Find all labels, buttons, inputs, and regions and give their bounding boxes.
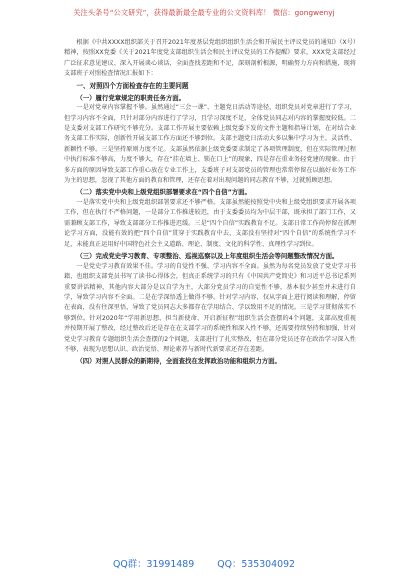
section-heading-1: 一、对照四个方面检查存在的主要问题: [76, 81, 189, 90]
subsection-heading-2: （二）落实党中央和上级党组织部署要求在“四个自信”方面。: [76, 188, 251, 197]
paragraph-1: 一是对党章内容掌握不够。虽然通过“三会一课”、主题党日活动等途径，组织党员对党章进行了学习，但学习内容不全面，只针对部分内容进行了学习，且学习深度不足，全体党员同志对内容的掌握度较低。二是支委对支部工作研究不够充分。支部工作开展主要依赖上级党委下发的文件主题和指导计划，在对结合业务支部工作实际，创新性开展支部工作方面还不够到位。支部主题党日活动大多以集中学习为主，灵活性、新颖性不够。三是坚持原则力度不足。支部虽然依据上级党委要求制定了各项管理制度，但在实际管理过程中执行标准不够高，力度不够大，存在“挂在墙上、锁在口上”的现象，四是存在重业务轻党建的现象。由于多方面的原因导致支部工作重心放在专业工作上，支委班子对支部党员的管理也常常停留在以搞好业务工作为主的思想，忽视了其他方面的教育和管理，还存在着对出现问题的同志教育不够，过就照顾思想。: [64, 104, 356, 185]
document-body: [64, 38, 356, 367]
promo-header: 关注头条号“公文研究”，获得最新最全最专业的公文资料库！ 微信：gongwenyj: [73, 8, 335, 17]
intro-paragraph: 根据《中共XXXX组织部关于召开2021年度基层党组织组织生活会和开展民主评议党员的通知》（X号）精神，按照XX党委《关于2021年度党支部组织生活会和民主评议党员的工作提醒》要求，XXX党支部经过广泛征求意见建议、深入开展谈心谈话，全面查找差距和不足，深刻剖析根源，明确努力方向和措施，现将支部班子对照检查情况汇报如下：: [64, 39, 356, 78]
paragraph-2: 一是落实党中央和上级党组织部署要求还不够严格。支部虽然能按照党中央和上级党组织要求开展各项工作，但在执行不严格问题，一是部分工作推进较迟，由于支委委员均为中层干部，既承担了部门工作，又需兼顾支部工作，导致支部部分工作推进迟缓。三是“四个自信”实践教育不足。支部日常工作尚停留在抓理论学习方面，没能有效的把“四个自信”贯穿于实践教育中去，支部没有坚持对“四个自信”的系统性学习不足，未能真正运用好中国特色社会主义道路、理论、制度、文化的科学性、真理性学习到位。: [64, 199, 356, 248]
contact-footer: [0, 556, 408, 570]
subsection-heading-3: （三）完成党史学习教育、专项整治、巡视巡察以及上年度组织生活会等问题整改情况方面。: [76, 252, 339, 261]
qq-text: QQ：535304092: [217, 559, 296, 570]
subsection-heading-4: （四）对照人民群众的新期待，全面查找在发挥政治功能和组织力方面。: [76, 357, 281, 366]
qq-group-text: QQ群：31991489: [112, 559, 195, 570]
paragraph-3: 一是党史学习教育效果不佳。学习的自觉性不强、学习内容不全面。虽然为每名党员发放了党史学习书籍，也组织支部党员书写了读书心得体会，但真正系统学习的只有《中国共产党简史》和习近平总书记系列重要讲话精神，其他内容大部分是以自学为主，大部分党员学习的自觉性不够，基本很少甚至并未进行自学，导致学习内容不全面。二是在学深悟透上做得不够。针对学习内容，仅从字面上进行阅读和理解，停留在表面，没有往深里悟，导致了党员同志大多都存在学用结合、学以致用不足的情况。三是学习贯彻落实不够到位。针对2020年“学用新思想、担当新使命、开启新征程”组织生活会查摆的4个问题，支部高度重视并按期开展了整改，经过整改后还是存在在支部学习的系统性和深入性不够，还需要持续坚持和加强，针对党史学习教育专题组织生活会查摆的2个问题，支部进行了扎实整改，但在部分党员还存在政治学习深入性不够，表现为思想认识、政治觉悟、理论素养与新时代新要求还存在差距。: [64, 262, 356, 353]
subsection-heading-1: （一）履行党章规定的职责任务方面。: [76, 93, 186, 102]
